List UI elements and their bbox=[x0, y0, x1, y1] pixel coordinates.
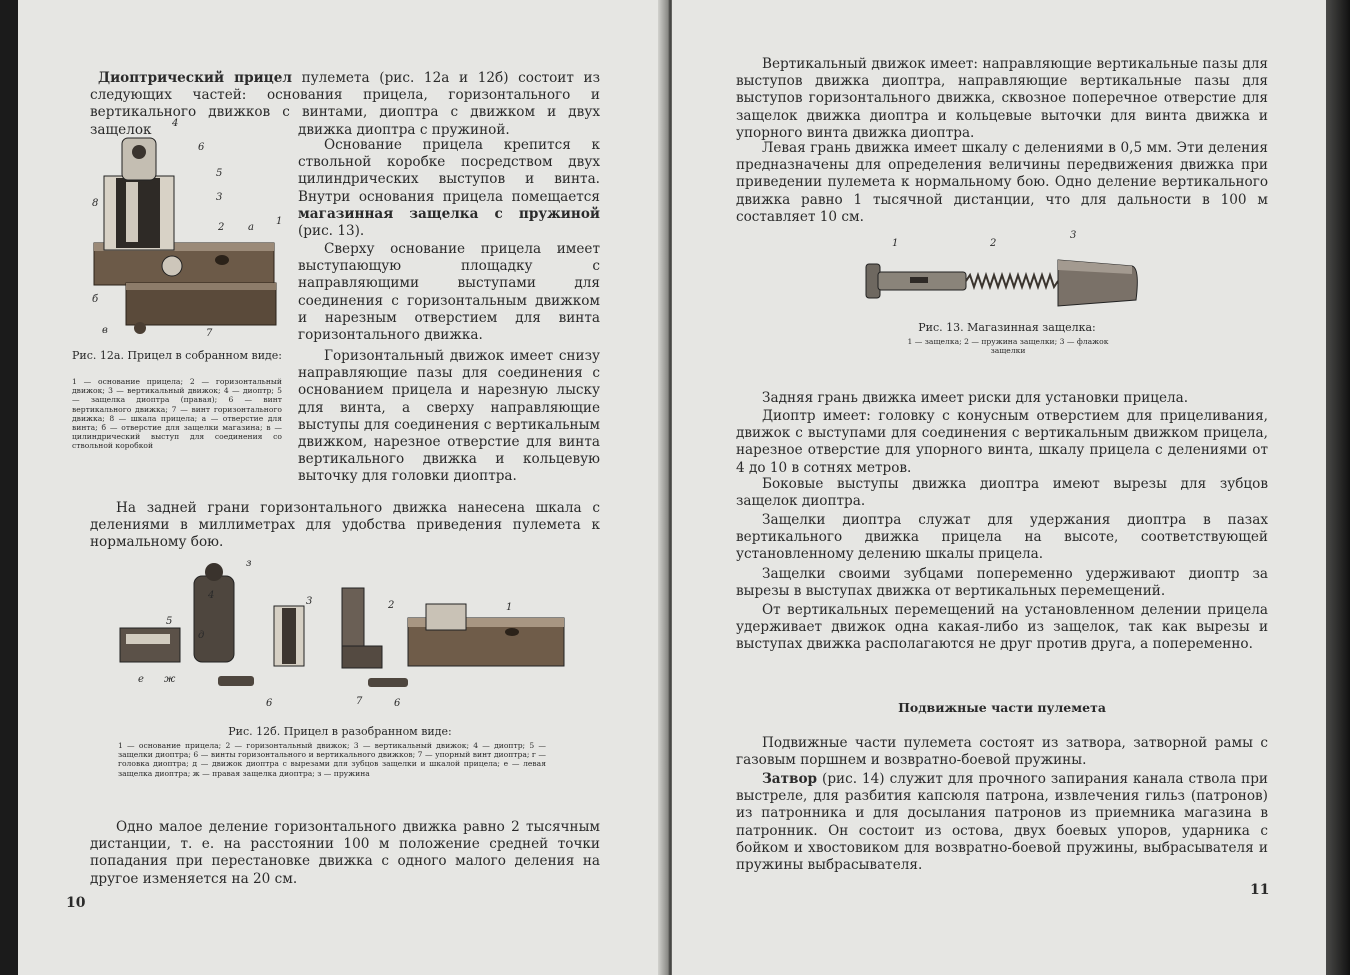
fig12a-label-7: 7 bbox=[206, 328, 213, 339]
left-para-2-text: Основание прицела крепится к ствольной коробке посредством двух цилиндрических выступов и винта. Внутри основания прицела помещается bbox=[298, 137, 600, 205]
fig12b-label-3: 3 bbox=[306, 596, 313, 607]
sight-term: Диоптрический прицел bbox=[98, 70, 292, 86]
fig12a-legend: 1 — основание прицела; 2 — горизонтальный движок; 3 — вертикальный движок; 4 — диоптр; 5 — защелка диоптра (правая); 6 — винт вертикального движка; 7 — винт горизонтального движка; 8 — шкала прицела; а — отверстие для винта; б — отверстие для защелки магазина; в — цилиндрический выступ для соединения со ствольной коробкой bbox=[72, 377, 282, 451]
right-para-5: Боковые выступы движка диоптра имеют вырезы для зубцов защелок диоптра. bbox=[736, 476, 1268, 510]
fig12a-label-5: 5 bbox=[216, 168, 223, 179]
fig12a-label-8: 8 bbox=[92, 198, 99, 209]
fig12b-label-d: д bbox=[198, 630, 205, 641]
fig12a-caption: Рис. 12а. Прицел в собранном виде: bbox=[72, 349, 283, 362]
fig12a-label-4: 4 bbox=[172, 118, 179, 129]
left-para-1-end: движка диоптра с пружиной. bbox=[298, 122, 510, 138]
figure-13 bbox=[862, 230, 1152, 310]
figure-12b-drawing bbox=[108, 558, 568, 718]
left-para-6: Одно малое деление горизонтального движка равно 2 тысячным дистанции, т. е. на расстоянии 100 м положение средней точки попадания при перестановке движка с одного малого деления на другое изменяется на 20 см. bbox=[90, 819, 600, 887]
fig12b-label-e: е bbox=[138, 674, 144, 685]
page-number-right: 11 bbox=[1250, 882, 1270, 898]
right-para-10-text: (рис. 14) служит для прочного запирания канала ствола при выстреле, для разбития капсюля патрона, извлечения гильз (патронов) из патронника и для досылания патронов из приемника магазина в патронник. Он состоит из остова, двух боевых упоров, ударника с бойком и хвостовиком для возвратно-боевой пружины, выбрасывателя и пружины выбрасывателя. bbox=[736, 771, 1268, 874]
fig12b-label-2: 2 bbox=[388, 600, 395, 611]
left-para-1-text: пулемета (рис. 12а и 12б) состоит из следующих частей: основания прицела, горизонтального и вертикального движков с винтами, диоптра с движком и двух защелок bbox=[90, 70, 600, 138]
fig12b-label-4: 4 bbox=[208, 590, 215, 601]
right-para-1: Вертикальный движок имеет: направляющие вертикальные пазы для выступов движка диоптра, направляющие вертикальные пазы для выступов горизонтального движка, сквозное поперечное отверстие для защелок движка диоптра и кольцевые выточки для винта движка и упорного винта движка диоптра. bbox=[736, 56, 1268, 141]
fig12b-label-5: 5 bbox=[166, 616, 173, 627]
fig12a-label-2: 2 bbox=[218, 222, 225, 233]
fig12b-label-z: з bbox=[246, 558, 252, 569]
fig12a-label-6: 6 bbox=[198, 142, 205, 153]
fig12b-label-1: 1 bbox=[506, 602, 513, 613]
fig12b-label-6a: 6 bbox=[266, 698, 273, 709]
right-page bbox=[672, 0, 1326, 975]
left-para-4: Горизонтальный движок имеет снизу направляющие пазы для соединения с основанием прицела и нарезную лыску для винта, а сверху направляющие выступы для соединения с вертикальным движком, нарезное отверстие для винта вертикального движка и кольцевую выточку для головки диоптра. bbox=[298, 348, 600, 485]
right-para-7: Защелки своими зубцами попеременно удерживают диоптр за вырезы в выступах движка от вертикальных перемещений. bbox=[736, 566, 1268, 600]
fig12b-label-zh: ж bbox=[164, 674, 176, 685]
right-para-4: Диоптр имеет: головку с конусным отверстием для прицеливания, движок с выступами для соединения с вертикальным движком прицела, нарезное отверстие для упорного винта, шкалу прицела с делениями от 4 до 10 в сотнях метров. bbox=[736, 408, 1268, 476]
fig12a-label-b: б bbox=[92, 294, 99, 305]
left-para-2 bbox=[298, 137, 600, 240]
fig12b-label-6b: 6 bbox=[394, 698, 401, 709]
right-para-3: Задняя грань движка имеет риски для установки прицела. bbox=[762, 390, 1189, 406]
bolt-term: Затвор bbox=[762, 771, 818, 787]
right-para-9: Подвижные части пулемета состоят из затвора, затворной рамы с газовым поршнем и возвратно-боевой пружины. bbox=[736, 735, 1268, 769]
fig12a-label-a: а bbox=[248, 222, 254, 233]
right-para-8: От вертикальных перемещений на установленном делении прицела удерживает движок одна какая-либо из защелок, так как вырезы и выступах движка располагаются не друг против друга, а попеременно. bbox=[736, 602, 1268, 653]
fig12b-caption: Рис. 12б. Прицел в разобранном виде: bbox=[228, 725, 452, 738]
fig13-legend: 1 — защелка; 2 — пружина защелки; 3 — флажок защелки bbox=[907, 337, 1109, 356]
left-para-2-ref: (рис. 13). bbox=[298, 223, 365, 240]
fig13-label-3: 3 bbox=[1070, 230, 1077, 241]
right-para-2: Левая грань движка имеет шкалу с делениями в 0,5 мм. Эти деления предназначены для определения величины передвижения движка при приведении пулемета к нормальному бою. Одно деление вертикального движка равно 1 тысячной дистанции, что для дальности в 100 м составляет 10 см. bbox=[736, 140, 1268, 225]
figure-12b bbox=[108, 558, 568, 718]
fig13-label-1: 1 bbox=[892, 238, 899, 249]
fig12b-legend: 1 — основание прицела; 2 — горизонтальный движок; 3 — вертикальный движок; 4 — диоптр; 5 — защелки диоптра; 6 — винты горизонтального и вертикального движков; 7 — упорный винт диоптра; г — головка диоптра; д — движок диоптра с вырезами для зубцов защелки и шкалой прицела; е — левая защелка диоптра; ж — правая защелка диоптра; з — пружина bbox=[118, 741, 546, 778]
left-page bbox=[18, 0, 666, 975]
right-para-6: Защелки диоптра служат для удержания диоптра в пазах вертикального движка прицела на высоте, соответствующей установленному делению шкалы прицела. bbox=[736, 512, 1268, 563]
fig12a-label-v: в bbox=[102, 325, 108, 336]
fig13-label-2: 2 bbox=[990, 238, 997, 249]
left-para-3: Сверху основание прицела имеет выступающую площадку с направляющими выступами для соединения с горизонтальным движком и нарезным отверстием для винта горизонтального движка. bbox=[298, 241, 600, 344]
figure-12a-drawing bbox=[82, 118, 302, 343]
fig12a-label-1: 1 bbox=[276, 216, 283, 227]
left-para-5: На задней грани горизонтального движка нанесена шкала с делениями в миллиметрах для удобства приведения пулемета к нормальному бою. bbox=[90, 500, 600, 551]
figure-13-drawing bbox=[862, 230, 1152, 310]
fig12b-label-7: 7 bbox=[356, 696, 363, 707]
figure-12a bbox=[82, 118, 302, 343]
page-number-left: 10 bbox=[66, 895, 86, 911]
fig13-caption: Рис. 13. Магазинная защелка: bbox=[918, 321, 1096, 334]
section-title: Подвижные части пулемета bbox=[898, 700, 1106, 715]
book-edge bbox=[1326, 0, 1350, 975]
right-para-10 bbox=[736, 771, 1268, 874]
fig12a-label-3: 3 bbox=[216, 192, 223, 203]
magazine-latch-term: магазинная защелка с пружиной bbox=[298, 205, 600, 222]
